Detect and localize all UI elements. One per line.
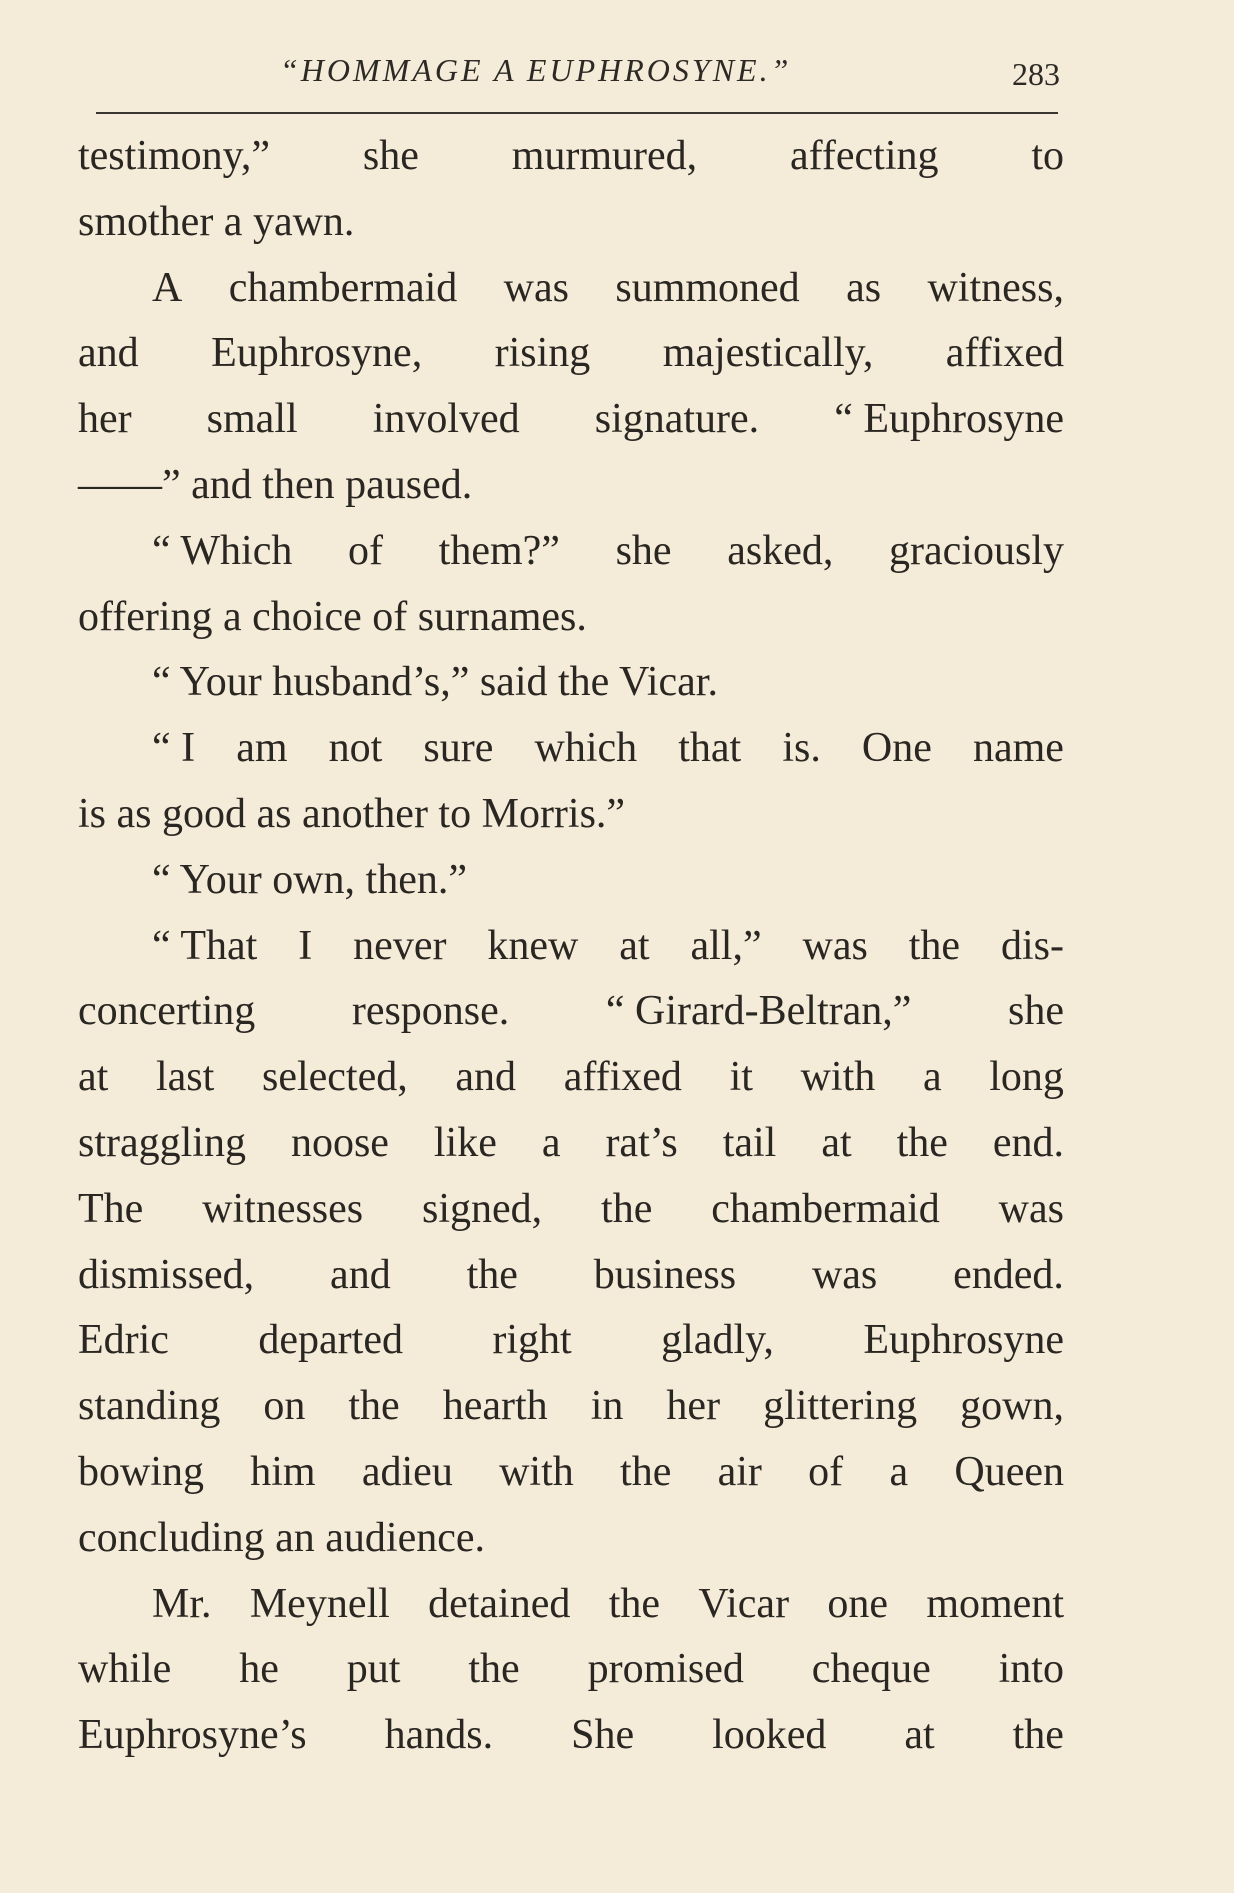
word: and bbox=[330, 1251, 391, 1298]
word: him bbox=[250, 1448, 316, 1495]
word: the bbox=[1012, 1712, 1064, 1759]
text-line bbox=[78, 519, 1064, 585]
word: Euphrosyne bbox=[863, 1317, 1064, 1364]
word: in bbox=[590, 1383, 624, 1430]
word: “ Girard-Beltran,” bbox=[605, 988, 912, 1035]
word: the bbox=[908, 922, 961, 969]
word: the bbox=[608, 1580, 660, 1627]
word: She bbox=[571, 1712, 635, 1759]
word: I bbox=[298, 922, 313, 969]
word: rising bbox=[494, 330, 591, 377]
text-line bbox=[78, 1177, 1064, 1243]
word: of bbox=[808, 1448, 844, 1495]
text-line bbox=[78, 1374, 1064, 1440]
text-line bbox=[78, 321, 1064, 387]
word: selected, bbox=[261, 1054, 408, 1101]
word: Queen bbox=[954, 1448, 1064, 1495]
word: on bbox=[263, 1383, 306, 1430]
text-line bbox=[78, 1506, 1064, 1572]
word: A bbox=[152, 264, 183, 311]
word: signed, bbox=[422, 1185, 543, 1232]
word: of bbox=[348, 527, 383, 574]
word: one bbox=[827, 1580, 889, 1627]
text-line bbox=[78, 190, 1064, 256]
word: while bbox=[78, 1646, 172, 1693]
word: promised bbox=[587, 1646, 744, 1693]
running-title: “HOMMAGE A EUPHROSYNE.” bbox=[280, 52, 792, 88]
word: as bbox=[846, 264, 882, 311]
text-line bbox=[78, 1045, 1064, 1111]
word: at bbox=[619, 922, 650, 969]
word: was bbox=[802, 922, 868, 969]
word: into bbox=[998, 1646, 1064, 1693]
word: never bbox=[353, 922, 447, 969]
text-line bbox=[78, 1440, 1064, 1506]
word: knew bbox=[487, 922, 579, 969]
word: put bbox=[346, 1646, 401, 1693]
text-line bbox=[78, 585, 1064, 651]
text-line bbox=[78, 1111, 1064, 1177]
word: not bbox=[328, 725, 383, 772]
word: he bbox=[239, 1646, 279, 1693]
word: is as good as another to Morris.” bbox=[78, 790, 626, 837]
word: sure bbox=[423, 725, 494, 772]
word: One bbox=[861, 725, 932, 772]
word: “ Your own, then.” bbox=[152, 856, 467, 903]
word: rat’s bbox=[605, 1119, 678, 1166]
text-line bbox=[78, 848, 1064, 914]
word: straggling bbox=[78, 1119, 246, 1166]
text-line bbox=[78, 387, 1064, 453]
word: gladly, bbox=[661, 1317, 774, 1364]
word: bowing bbox=[78, 1448, 204, 1495]
text-line bbox=[78, 1308, 1064, 1374]
word: majestically, bbox=[662, 330, 874, 377]
word: summoned bbox=[615, 264, 800, 311]
word: dis- bbox=[1000, 922, 1064, 969]
word: offering a choice of surnames. bbox=[78, 593, 587, 640]
word: was bbox=[503, 264, 569, 311]
word: Meynell bbox=[249, 1580, 390, 1627]
text-line bbox=[78, 782, 1064, 848]
word: right bbox=[492, 1317, 572, 1364]
word: the bbox=[468, 1646, 520, 1693]
word: name bbox=[973, 725, 1064, 772]
word: signature. bbox=[594, 396, 760, 443]
text-line bbox=[78, 453, 1064, 519]
word: affecting bbox=[790, 133, 939, 179]
word: she bbox=[362, 133, 419, 179]
word: a bbox=[541, 1119, 561, 1166]
word: business bbox=[593, 1251, 737, 1298]
word: affixed bbox=[945, 330, 1064, 377]
text-line bbox=[78, 914, 1064, 980]
word: the bbox=[620, 1448, 672, 1495]
word: her bbox=[78, 396, 132, 443]
word: with bbox=[800, 1054, 876, 1101]
word: adieu bbox=[361, 1448, 453, 1495]
word: which bbox=[534, 725, 638, 772]
word: “ Which bbox=[152, 527, 293, 574]
word: she bbox=[1007, 988, 1064, 1035]
word: detained bbox=[428, 1580, 571, 1627]
word: Euphrosyne’s bbox=[78, 1712, 307, 1759]
word: tail bbox=[722, 1119, 777, 1166]
text-line bbox=[78, 650, 1064, 716]
text-line bbox=[78, 1243, 1064, 1309]
word: witness, bbox=[927, 264, 1064, 311]
word: Euphrosyne, bbox=[211, 330, 423, 377]
text-line bbox=[78, 1703, 1064, 1769]
word: like bbox=[433, 1119, 497, 1166]
word: smother a yawn. bbox=[78, 198, 355, 245]
word: chambermaid bbox=[228, 264, 458, 311]
text-line bbox=[78, 979, 1064, 1045]
word: hands. bbox=[384, 1712, 494, 1759]
word: looked bbox=[712, 1712, 827, 1759]
text-line bbox=[78, 1637, 1064, 1703]
word: with bbox=[499, 1448, 574, 1495]
word: Mr. bbox=[152, 1580, 212, 1627]
word: graciously bbox=[889, 527, 1064, 574]
word: the bbox=[896, 1119, 948, 1166]
word: she bbox=[615, 527, 672, 574]
word: and bbox=[78, 330, 139, 377]
word: end. bbox=[992, 1119, 1064, 1166]
word: moment bbox=[926, 1580, 1064, 1627]
text-line bbox=[78, 716, 1064, 782]
word: long bbox=[989, 1054, 1064, 1101]
page-number: 283 bbox=[1012, 56, 1060, 92]
word: am bbox=[236, 725, 288, 772]
word: all,” bbox=[690, 922, 762, 969]
word: at bbox=[821, 1119, 852, 1166]
word: cheque bbox=[811, 1646, 931, 1693]
word: a bbox=[922, 1054, 942, 1101]
word: was bbox=[998, 1185, 1064, 1232]
word: involved bbox=[372, 396, 520, 443]
word: the bbox=[601, 1185, 653, 1232]
word: at bbox=[78, 1054, 109, 1101]
word: it bbox=[729, 1054, 753, 1101]
word: her bbox=[666, 1383, 721, 1430]
word: standing bbox=[78, 1383, 221, 1430]
word: the bbox=[466, 1251, 518, 1298]
word: concluding an audience. bbox=[78, 1514, 485, 1561]
word: air bbox=[717, 1448, 762, 1495]
word: is. bbox=[782, 725, 821, 772]
word: Edric bbox=[78, 1317, 169, 1364]
word: asked, bbox=[727, 527, 834, 574]
word: “ That bbox=[152, 922, 258, 969]
word: dismissed, bbox=[78, 1251, 255, 1298]
word: at bbox=[904, 1712, 935, 1759]
word: last bbox=[155, 1054, 215, 1101]
word: to bbox=[1031, 133, 1064, 179]
word: response. bbox=[351, 988, 510, 1035]
word: the bbox=[348, 1383, 400, 1430]
word: testimony,” bbox=[78, 133, 271, 179]
word: The bbox=[78, 1185, 144, 1232]
word: Vicar bbox=[698, 1580, 790, 1627]
word: noose bbox=[290, 1119, 389, 1166]
word: chambermaid bbox=[711, 1185, 940, 1232]
running-head bbox=[0, 52, 1234, 102]
word: that bbox=[678, 725, 742, 772]
word: was bbox=[811, 1251, 878, 1298]
word: concerting bbox=[78, 988, 256, 1035]
word: departed bbox=[258, 1317, 403, 1364]
word: witnesses bbox=[202, 1185, 364, 1232]
word: them?” bbox=[438, 527, 560, 574]
word: ended. bbox=[953, 1251, 1064, 1298]
word: small bbox=[206, 396, 298, 443]
text-line bbox=[78, 1572, 1064, 1638]
word: “ Your husband’s,” said the Vicar. bbox=[152, 659, 718, 706]
body-text bbox=[78, 124, 1064, 1769]
word: affixed bbox=[563, 1054, 682, 1101]
word: gown, bbox=[960, 1383, 1064, 1430]
text-line bbox=[78, 124, 1064, 190]
word: a bbox=[889, 1448, 909, 1495]
header-rule bbox=[96, 112, 1058, 114]
word: and bbox=[455, 1054, 517, 1101]
word: “ I bbox=[152, 725, 196, 772]
word: “ Euphrosyne bbox=[834, 396, 1064, 443]
word: ——” and then paused. bbox=[78, 461, 473, 508]
word: glittering bbox=[763, 1383, 918, 1430]
word: hearth bbox=[442, 1383, 548, 1430]
text-line bbox=[78, 256, 1064, 322]
word: murmured, bbox=[511, 133, 698, 179]
